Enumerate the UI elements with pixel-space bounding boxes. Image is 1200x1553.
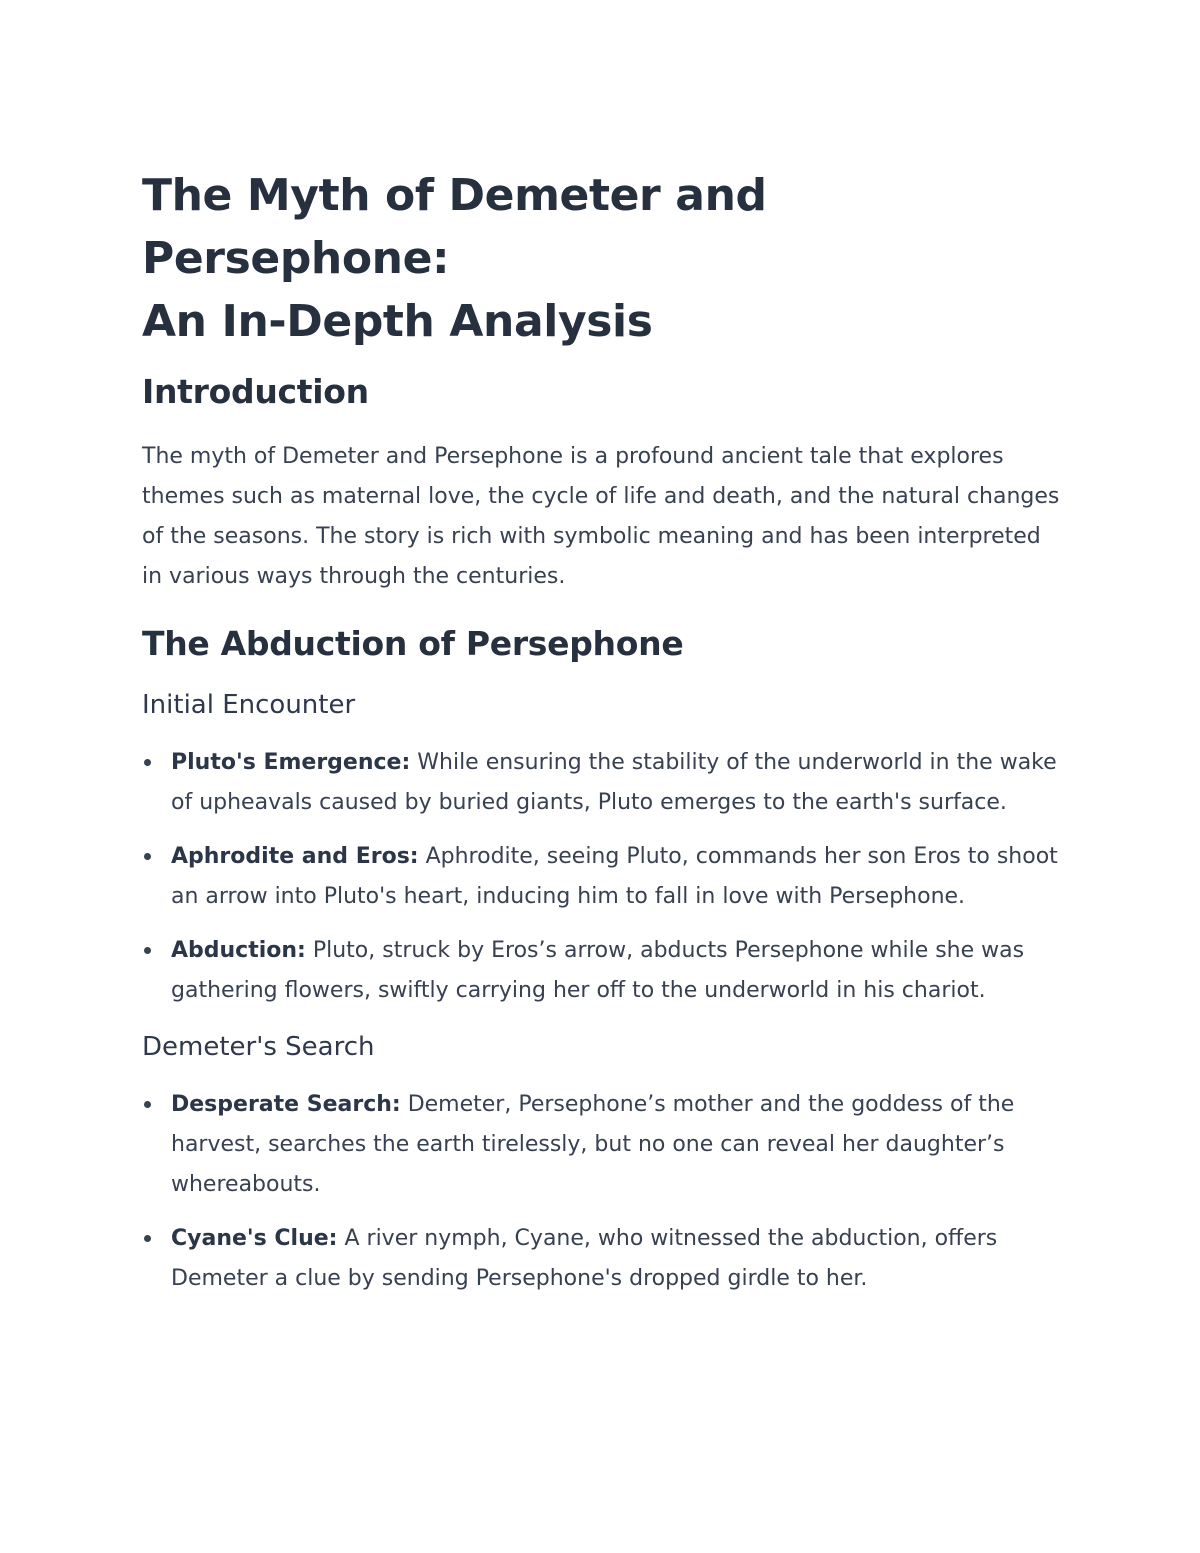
list-item-text: While ensuring the stability of the underworld in the wake of upheavals caused by buried giants, Pluto emerges to the earth's surface. [171, 750, 1057, 815]
list-item-term: Desperate Search: [171, 1092, 401, 1117]
document-page [142, 164, 1067, 1313]
list-item-text: Demeter, Persephone’s mother and the goddess of the harvest, searches the earth tirelessly, but no one can reveal her daughter’s whereabouts. [171, 1092, 1015, 1197]
list-item-text: Aphrodite, seeing Pluto, commands her son Eros to shoot an arrow into Pluto's heart, inducing him to fall in love with Persephone. [171, 844, 1058, 909]
bullet-icon [144, 1101, 151, 1108]
list-item [142, 837, 1067, 917]
initial-encounter-heading: Initial Encounter [142, 690, 356, 720]
list-item [142, 743, 1067, 823]
bullet-icon [144, 759, 151, 766]
demeters-search-list [142, 1085, 1067, 1299]
list-item-term: Cyane's Clue: [171, 1226, 338, 1251]
list-item-text: Pluto, struck by Eros’s arrow, abducts Persephone while she was gathering flowers, swiftly carrying her off to the underworld in his chariot. [171, 938, 1025, 1003]
list-item-term: Aphrodite and Eros: [171, 844, 419, 869]
bullet-icon [144, 1235, 151, 1242]
bullet-icon [144, 947, 151, 954]
list-item [142, 1219, 1067, 1299]
list-item-term: Abduction: [171, 938, 306, 963]
abduction-heading: The Abduction of Persephone [142, 624, 684, 663]
list-item-term: Pluto's Emergence: [171, 750, 411, 775]
list-item-text: A river nymph, Cyane, who witnessed the abduction, offers Demeter a clue by sending Persephone's dropped girdle to her. [171, 1226, 998, 1291]
document-title-line-2: An In-Depth Analysis [142, 296, 653, 347]
bullet-icon [144, 853, 151, 860]
list-item [142, 1085, 1067, 1205]
initial-encounter-list [142, 743, 1067, 1011]
document-title-line-1: The Myth of Demeter and Persephone: [142, 170, 767, 284]
introduction-paragraph: The myth of Demeter and Persephone is a profound ancient tale that explores themes such as maternal love, the cycle of life and death, and the natural changes of the seasons. The story is rich with symbolic meaning and has been interpreted in various ways through the centuries. [142, 444, 1060, 589]
document-title [142, 164, 1067, 353]
demeters-search-heading: Demeter's Search [142, 1032, 375, 1062]
list-item [142, 931, 1067, 1011]
introduction-heading: Introduction [142, 372, 369, 411]
